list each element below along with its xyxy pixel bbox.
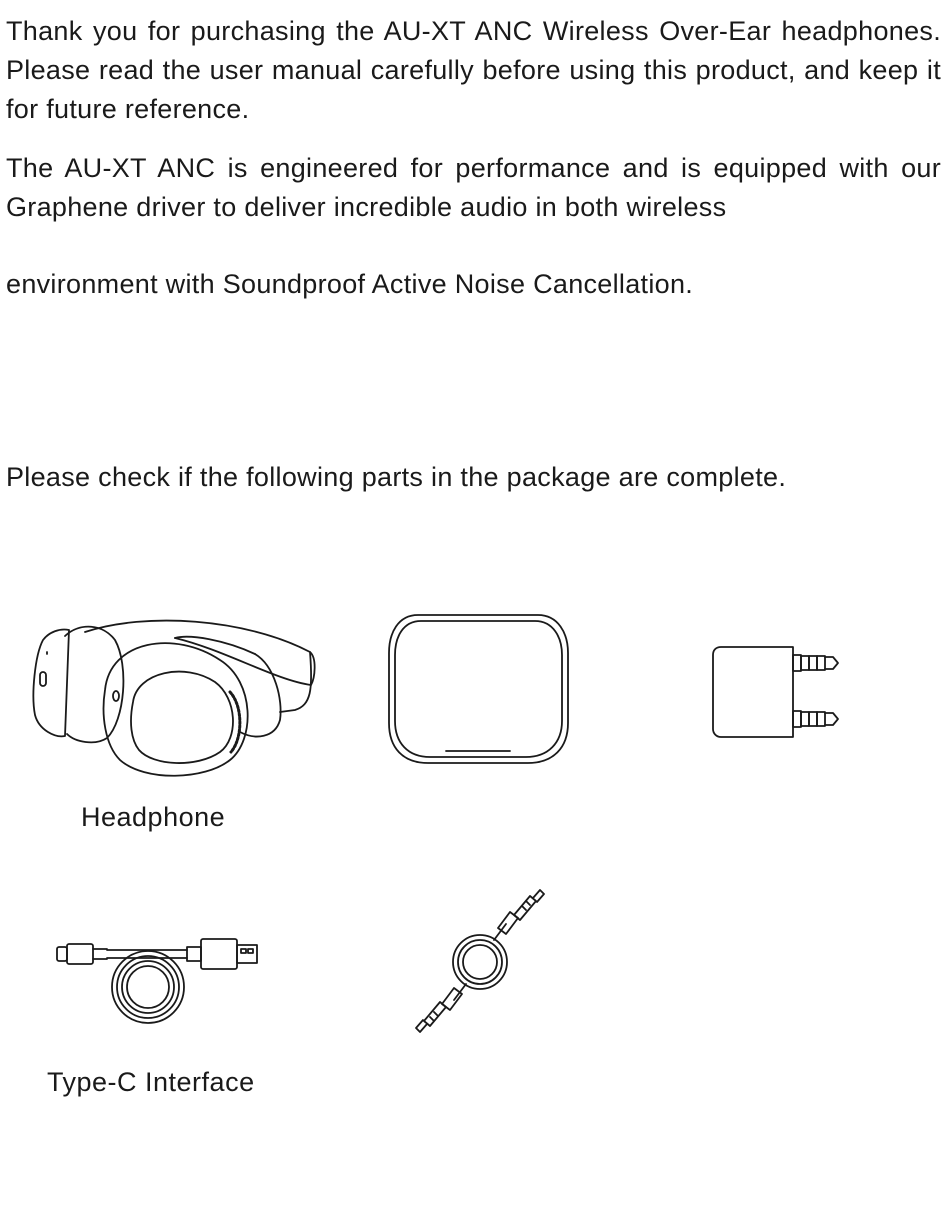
headphone-icon — [25, 610, 325, 785]
type-c-caption: Type-C Interface — [47, 1067, 255, 1097]
audio-cable-icon — [410, 884, 550, 1044]
intro-paragraph-1: Thank you for purchasing the AU-XT ANC Wireless Over-Ear headphones. Please read the user manual carefully before using this product, and keep it for future reference. — [6, 16, 941, 124]
package-check-text: Please check if the following parts in the package are complete. — [6, 462, 787, 492]
carrying-case-icon — [388, 613, 568, 765]
intro-paragraph-2: The AU-XT ANC is engineered for performance and is equipped with our Graphene driver to deliver incredible audio in both wireless — [6, 153, 941, 222]
headphone-caption: Headphone — [81, 802, 226, 832]
usb-type-c-cable-icon — [55, 935, 260, 1030]
airplane-adapter-icon — [711, 645, 841, 740]
intro-paragraph-2-continued: environment with Soundproof Active Noise Cancellation. — [6, 269, 694, 299]
